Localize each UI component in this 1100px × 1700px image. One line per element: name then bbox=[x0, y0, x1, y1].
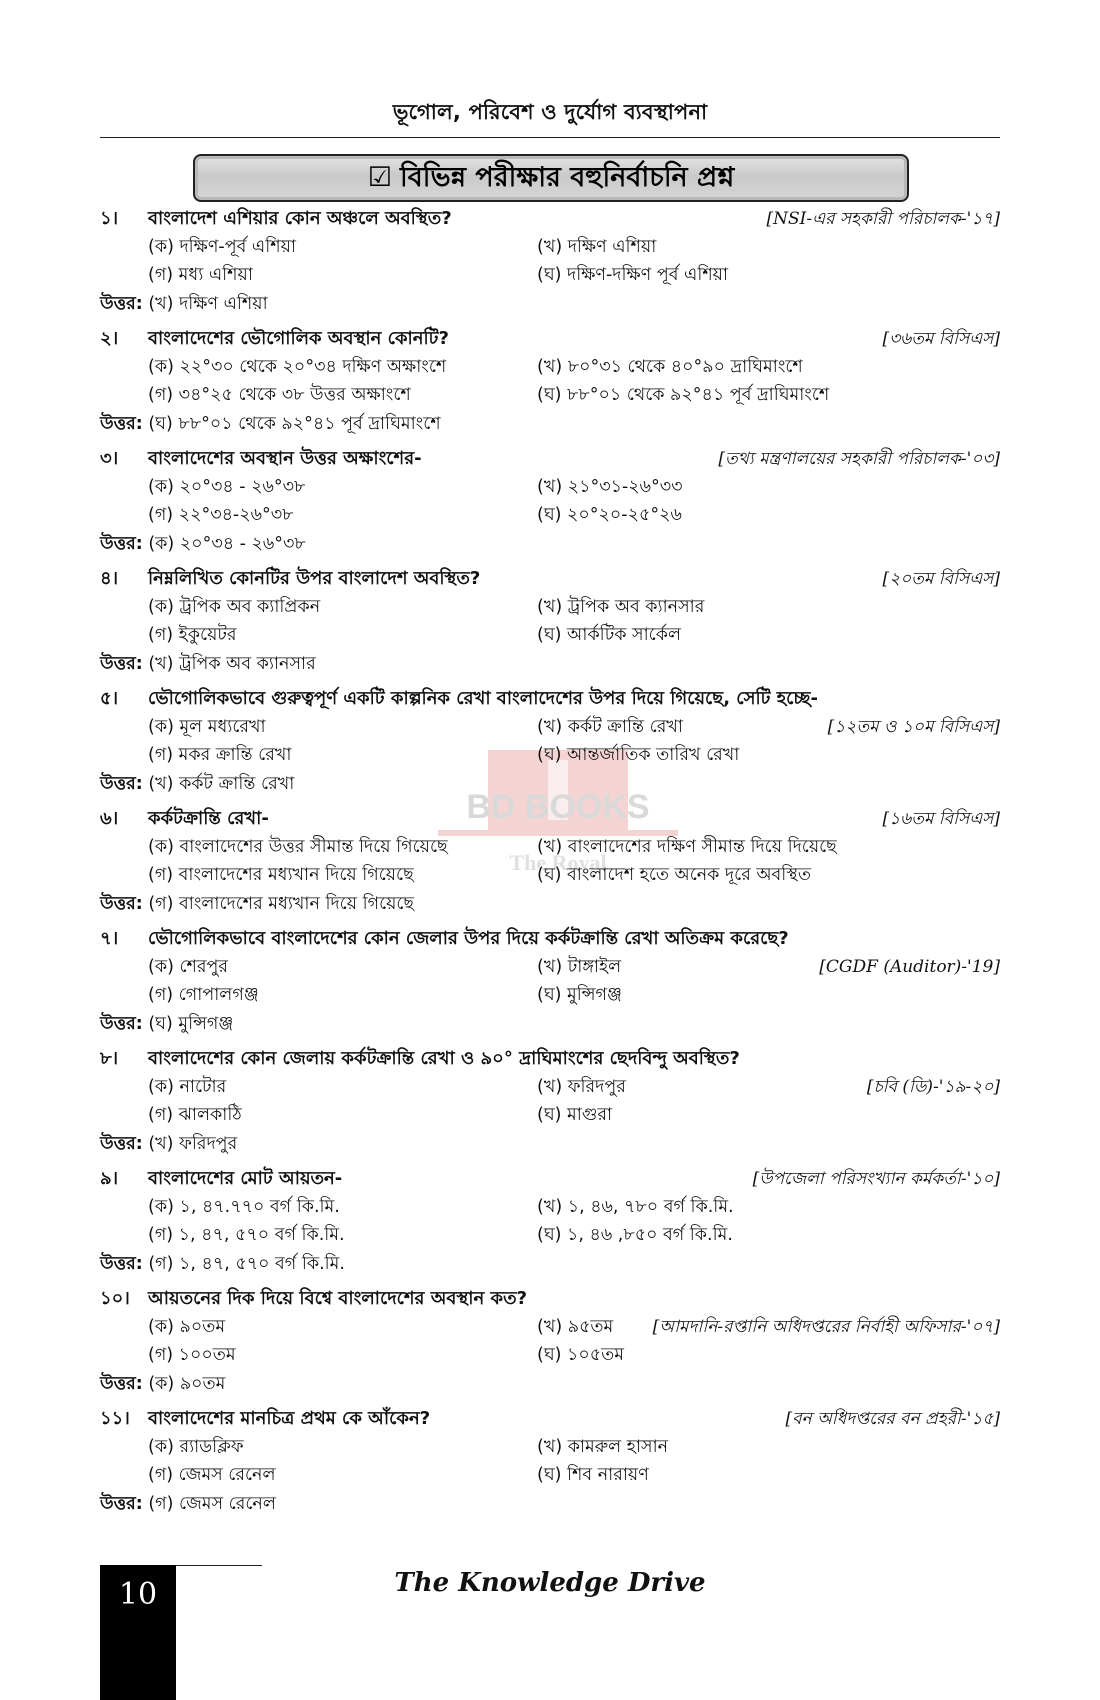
option-gha: (ঘ) দক্ষিণ-দক্ষিণ পূর্ব এশিয়া bbox=[537, 265, 729, 285]
banner-title: বিভিন্ন পরীক্ষার বহুনির্বাচনি প্রশ্ন bbox=[400, 162, 735, 193]
question-11 bbox=[100, 1405, 1000, 1519]
option-ga: (গ) মধ্য এশিয়া bbox=[148, 265, 253, 285]
option-gha: (ঘ) ১০৫তম bbox=[537, 1345, 624, 1365]
question-source: [১২তম ও ১০ম বিসিএস] bbox=[827, 717, 1000, 737]
question-5 bbox=[100, 685, 1000, 799]
answer-label: উত্তর: bbox=[100, 1134, 143, 1154]
option-ga: (গ) ৩৪°২৫ থেকে ৩৮ উত্তর অক্ষাংশে bbox=[148, 385, 411, 405]
question-text: নিম্নলিখিত কোনটির উপর বাংলাদেশ অবস্থিত? bbox=[148, 568, 481, 589]
option-gha: (ঘ) আর্কটিক সার্কেল bbox=[537, 625, 681, 645]
answer-text: (খ) দক্ষিণ এশিয়া bbox=[148, 294, 268, 314]
header-divider bbox=[100, 137, 1000, 138]
question-text: ভৌগোলিকভাবে গুরুত্বপূর্ণ একটি কাল্পনিক রেখা বাংলাদেশের উপর দিয়ে গিয়েছে, সেটি হচ্ছে- bbox=[148, 688, 818, 709]
option-ka: (ক) মূল মধ্যরেখা bbox=[148, 717, 266, 737]
question-source: [চবি (ডি)-'১৯-২০] bbox=[866, 1077, 1000, 1097]
answer-text: (গ) জেমস রেনেল bbox=[148, 1494, 276, 1514]
option-ka: (ক) ৯০তম bbox=[148, 1317, 226, 1337]
question-number: ৭। bbox=[100, 928, 119, 949]
answer-text: (খ) কর্কট ক্রান্তি রেখা bbox=[148, 774, 295, 794]
page-number: 10 bbox=[118, 1577, 158, 1612]
option-ka: (ক) শেরপুর bbox=[148, 957, 229, 977]
option-ga: (গ) ২২°৩৪-২৬°৩৮ bbox=[148, 505, 294, 525]
option-gha: (ঘ) ১, ৪৬ ,৮৫০ বর্গ কি.মি. bbox=[537, 1225, 733, 1245]
option-kha: (খ) কর্কট ক্রান্তি রেখা bbox=[537, 717, 683, 737]
option-ga: (গ) ১০০তম bbox=[148, 1345, 236, 1365]
question-number: ১১। bbox=[100, 1408, 130, 1429]
question-number: ১। bbox=[100, 208, 119, 229]
option-gha: (ঘ) ২০°২০-২৫°২৬ bbox=[537, 505, 682, 525]
answer-label: উত্তর: bbox=[100, 1014, 143, 1034]
answer-line bbox=[100, 409, 1000, 439]
option-ka: (ক) ট্রপিক অব ক্যাপ্রিকন bbox=[148, 597, 321, 617]
question-source: [১৬তম বিসিএস] bbox=[882, 809, 1000, 829]
question-source: [উপজেলা পরিসংখ্যান কর্মকর্তা-'১০] bbox=[752, 1169, 1000, 1189]
question-3 bbox=[100, 445, 1000, 559]
answer-line bbox=[100, 769, 1000, 799]
answer-label: উত্তর: bbox=[100, 1254, 143, 1274]
question-source: [তথ্য মন্ত্রণালয়ের সহকারী পরিচালক-'০৩] bbox=[718, 449, 1000, 469]
answer-line bbox=[100, 889, 1000, 919]
answer-line bbox=[100, 1249, 1000, 1279]
option-ka: (ক) ২০°৩৪ - ২৬°৩৮ bbox=[148, 477, 306, 497]
option-kha: (খ) বাংলাদেশের দক্ষিণ সীমান্ত দিয়ে দিয়েছে bbox=[537, 837, 837, 857]
option-kha: (খ) ৯৫তম bbox=[537, 1317, 614, 1337]
question-source: [আমদানি-রপ্তানি অধিদপ্তরের নির্বাহী অফিসার-'০৭] bbox=[652, 1317, 1000, 1337]
question-6 bbox=[100, 805, 1000, 919]
question-list bbox=[100, 205, 1000, 1525]
answer-label: উত্তর: bbox=[100, 294, 143, 314]
question-text: কর্কটক্রান্তি রেখা- bbox=[148, 808, 269, 829]
answer-line bbox=[100, 1129, 1000, 1159]
question-text: বাংলাদেশের অবস্থান উত্তর অক্ষাংশের- bbox=[148, 448, 422, 469]
question-1 bbox=[100, 205, 1000, 319]
footer-divider bbox=[176, 1565, 262, 1566]
option-ga: (গ) ইকুয়েটর bbox=[148, 625, 237, 645]
option-gha: (ঘ) বাংলাদেশ হতে অনেক দূরে অবস্থিত bbox=[537, 865, 812, 885]
question-number: ৬। bbox=[100, 808, 119, 829]
question-number: ৪। bbox=[100, 568, 119, 589]
answer-text: (খ) ট্রপিক অব ক্যানসার bbox=[148, 654, 316, 674]
question-text: বাংলাদেশ এশিয়ার কোন অঞ্চলে অবস্থিত? bbox=[148, 208, 452, 229]
watermark-tagline: The Royal bbox=[509, 850, 607, 875]
question-7 bbox=[100, 925, 1000, 1039]
option-kha: (খ) ট্রপিক অব ক্যানসার bbox=[537, 597, 705, 617]
question-source: [৩৬তম বিসিএস] bbox=[882, 329, 1000, 349]
answer-label: উত্তর: bbox=[100, 654, 143, 674]
answer-line bbox=[100, 529, 1000, 559]
option-kha: (খ) টাঙ্গাইল bbox=[537, 957, 622, 977]
answer-text: (ক) ৯০তম bbox=[148, 1374, 226, 1394]
answer-label: উত্তর: bbox=[100, 534, 143, 554]
answer-label: উত্তর: bbox=[100, 894, 143, 914]
question-4 bbox=[100, 565, 1000, 679]
question-text: বাংলাদেশের মোট আয়তন- bbox=[148, 1168, 343, 1189]
option-gha: (ঘ) শিব নারায়ণ bbox=[537, 1465, 649, 1485]
option-ka: (ক) র‍্যাডক্লিফ bbox=[148, 1437, 244, 1457]
option-gha: (ঘ) মুন্সিগঞ্জ bbox=[537, 985, 622, 1005]
option-kha: (খ) ১, ৪৬, ৭৮০ বর্গ কি.মি. bbox=[537, 1197, 734, 1217]
answer-label: উত্তর: bbox=[100, 1374, 143, 1394]
question-text: বাংলাদেশের মানচিত্র প্রথম কে আঁকেন? bbox=[148, 1408, 431, 1429]
answer-label: উত্তর: bbox=[100, 774, 143, 794]
question-source: [২০তম বিসিএস] bbox=[882, 569, 1000, 589]
answer-text: (ক) ২০°৩৪ - ২৬°৩৮ bbox=[148, 534, 306, 554]
question-text: ভৌগোলিকভাবে বাংলাদেশের কোন জেলার উপর দিয়ে কর্কটক্রান্তি রেখা অতিক্রম করেছে? bbox=[148, 928, 789, 949]
option-gha: (ঘ) মাগুরা bbox=[537, 1105, 613, 1125]
answer-text: (গ) ১, ৪৭, ৫৭০ বর্গ কি.মি. bbox=[148, 1254, 345, 1274]
option-gha: (ঘ) আন্তর্জাতিক তারিখ রেখা bbox=[537, 745, 740, 765]
option-kha: (খ) দক্ষিণ এশিয়া bbox=[537, 237, 657, 257]
option-ga: (গ) বাংলাদেশের মধ্যখান দিয়ে গিয়েছে bbox=[148, 865, 414, 885]
question-number: ৯। bbox=[100, 1168, 119, 1189]
question-number: ৮। bbox=[100, 1048, 119, 1069]
question-text: বাংলাদেশের ভৌগোলিক অবস্থান কোনটি? bbox=[148, 328, 449, 349]
answer-text: (গ) বাংলাদেশের মধ্যখান দিয়ে গিয়েছে bbox=[148, 894, 415, 914]
option-ka: (ক) ১, ৪৭.৭৭০ বর্গ কি.মি. bbox=[148, 1197, 340, 1217]
option-ga: (গ) গোপালগঞ্জ bbox=[148, 985, 259, 1005]
option-ga: (গ) জেমস রেনেল bbox=[148, 1465, 276, 1485]
answer-line bbox=[100, 289, 1000, 319]
question-9 bbox=[100, 1165, 1000, 1279]
answer-line bbox=[100, 1009, 1000, 1039]
question-text: বাংলাদেশের কোন জেলায় কর্কটক্রান্তি রেখা ও ৯০° দ্রাঘিমাংশের ছেদবিন্দু অবস্থিত? bbox=[148, 1048, 740, 1069]
answer-line bbox=[100, 1369, 1000, 1399]
running-head: ভূগোল, পরিবেশ ও দুর্যোগ ব্যবস্থাপনা bbox=[392, 100, 708, 124]
option-kha: (খ) কামরুল হাসান bbox=[537, 1437, 669, 1457]
answer-line bbox=[100, 649, 1000, 679]
section-banner bbox=[193, 154, 909, 202]
question-number: ২। bbox=[100, 328, 119, 349]
watermark-brand: BD BOOKS bbox=[466, 788, 650, 826]
footer-title: The Knowledge Drive bbox=[394, 1568, 706, 1598]
option-ga: (গ) মকর ক্রান্তি রেখা bbox=[148, 745, 292, 765]
question-source: [CGDF (Auditor)-'19] bbox=[819, 957, 1000, 977]
question-number: ৩। bbox=[100, 448, 119, 469]
answer-label: উত্তর: bbox=[100, 1494, 143, 1514]
answer-text: (ঘ) ৮৮°০১ থেকে ৯২°৪১ পূর্ব দ্রাঘিমাংশে bbox=[148, 414, 441, 434]
answer-label: উত্তর: bbox=[100, 414, 143, 434]
question-number: ১০। bbox=[100, 1288, 130, 1309]
option-kha: (খ) ফরিদপুর bbox=[537, 1077, 626, 1097]
question-source: [NSI-এর সহকারী পরিচালক-'১৭] bbox=[766, 209, 1000, 229]
option-ga: (গ) ১, ৪৭, ৫৭০ বর্গ কি.মি. bbox=[148, 1225, 345, 1245]
option-ka: (ক) ২২°৩০ থেকে ২০°৩৪ দক্ষিণ অক্ষাংশে bbox=[148, 357, 447, 377]
option-gha: (ঘ) ৮৮°০১ থেকে ৯২°৪১ পূর্ব দ্রাঘিমাংশে bbox=[537, 385, 830, 405]
option-kha: (খ) ৮০°৩১ থেকে ৪০°৯০ দ্রাঘিমাংশে bbox=[537, 357, 803, 377]
answer-line bbox=[100, 1489, 1000, 1519]
option-ka: (ক) দক্ষিণ-পূর্ব এশিয়া bbox=[148, 237, 296, 257]
question-2 bbox=[100, 325, 1000, 439]
checkbox-icon: ☑ bbox=[367, 162, 393, 193]
option-ka: (ক) বাংলাদেশের উত্তর সীমান্ত দিয়ে গিয়েছে bbox=[148, 837, 448, 857]
option-ga: (গ) ঝালকাঠি bbox=[148, 1105, 242, 1125]
question-source: [বন অধিদপ্তরের বন প্রহরী-'১৫] bbox=[785, 1409, 1000, 1429]
question-8 bbox=[100, 1045, 1000, 1159]
question-10 bbox=[100, 1285, 1000, 1399]
question-text: আয়তনের দিক দিয়ে বিশ্বে বাংলাদেশের অবস্থান কত? bbox=[148, 1288, 528, 1309]
page-number-box bbox=[100, 1565, 176, 1700]
option-kha: (খ) ২১°৩১-২৬°৩৩ bbox=[537, 477, 683, 497]
question-number: ৫। bbox=[100, 688, 119, 709]
option-ka: (ক) নাটোর bbox=[148, 1077, 227, 1097]
answer-text: (ঘ) মুন্সিগঞ্জ bbox=[148, 1014, 234, 1034]
answer-text: (খ) ফরিদপুর bbox=[148, 1134, 238, 1154]
